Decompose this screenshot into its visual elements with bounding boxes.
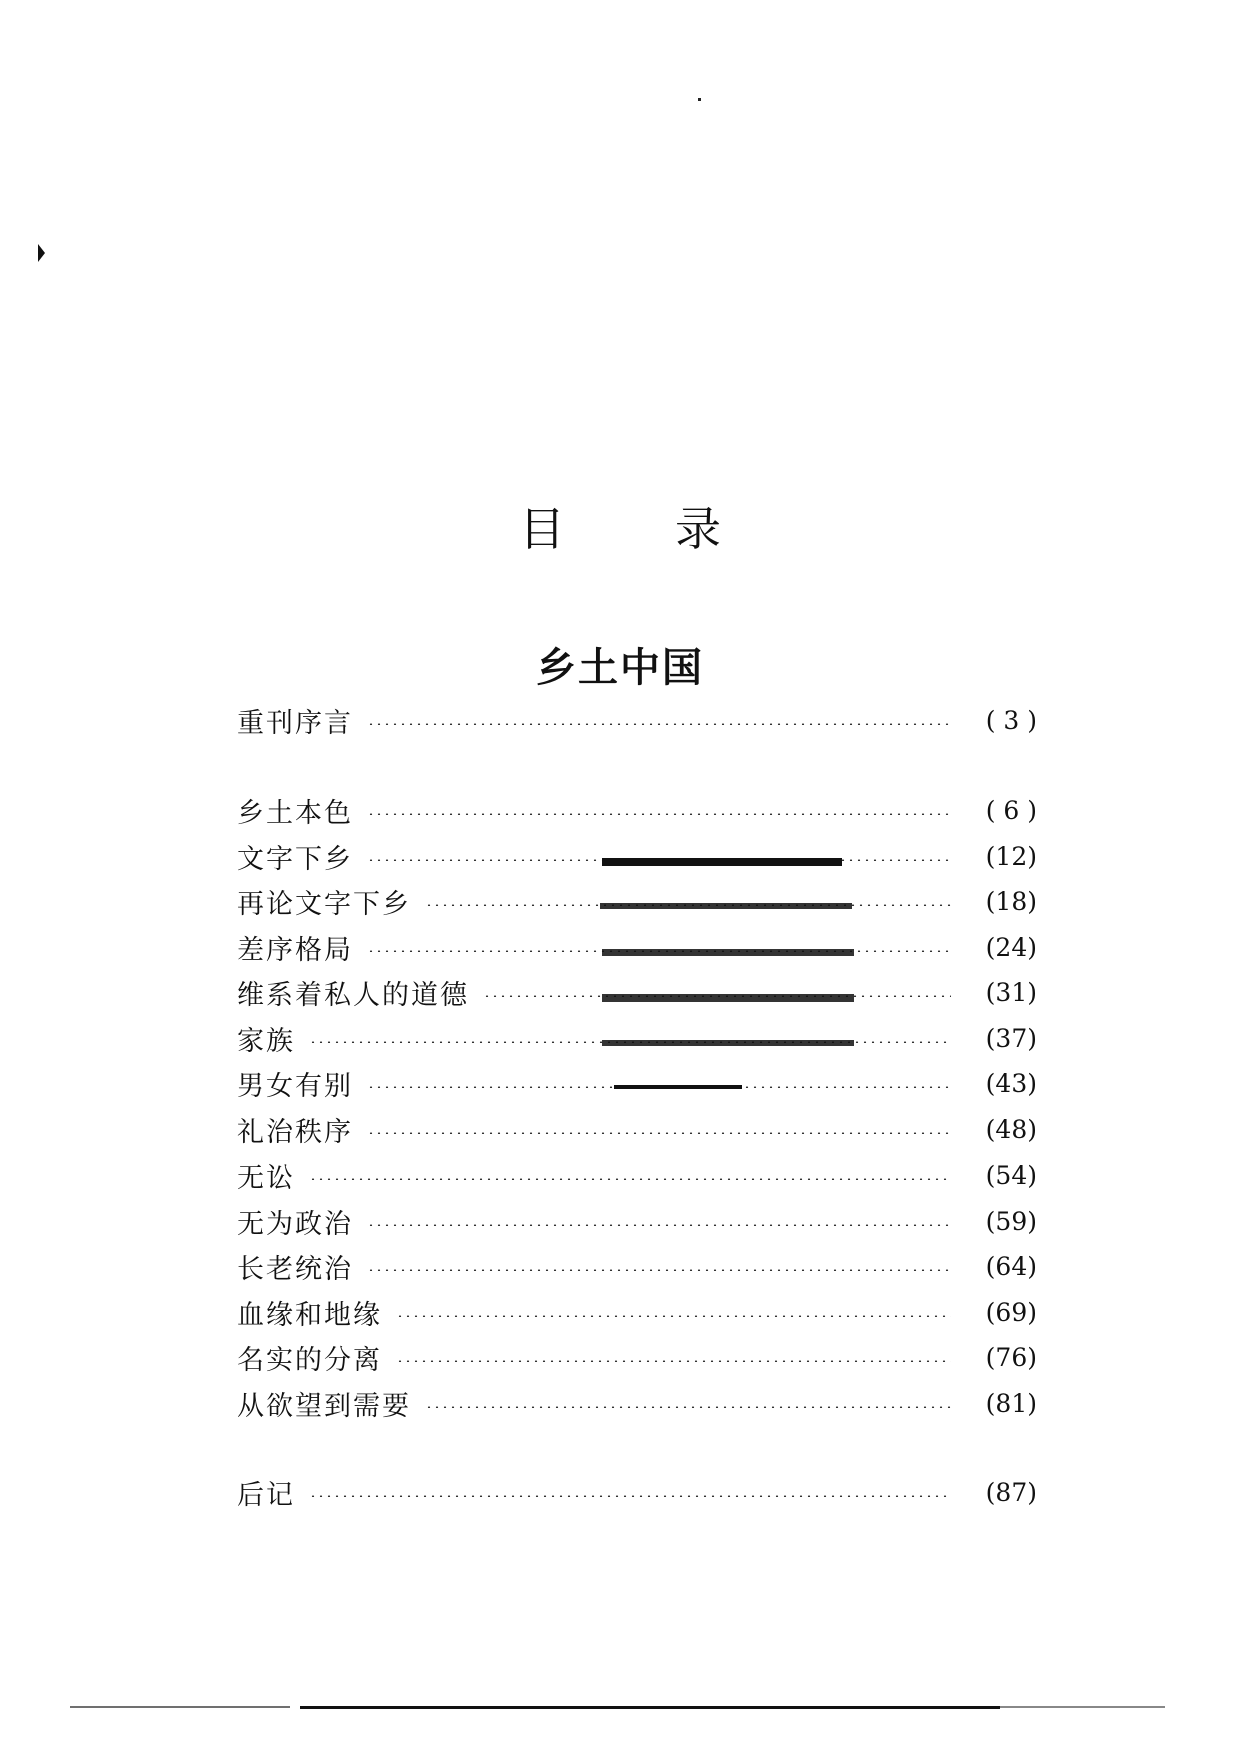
toc-entry[interactable] [237, 1155, 1037, 1195]
toc-entry[interactable] [237, 1109, 1037, 1149]
toc-entry-title: 名实的分离 [237, 1344, 382, 1376]
section-title: 乡土中国 [536, 645, 704, 692]
page-title-part2: 录 [675, 501, 721, 556]
page-title [0, 493, 1240, 559]
toc-leader-dots [367, 1224, 951, 1226]
ink-smear [602, 994, 854, 1002]
ink-smear [600, 903, 852, 909]
toc-entry-title: 家族 [237, 1025, 295, 1057]
toc-entry[interactable] [237, 881, 1037, 921]
toc-entry[interactable] [237, 927, 1037, 967]
ink-smear [602, 949, 854, 956]
toc-entry[interactable] [237, 1018, 1037, 1058]
toc-entry-page: (81) [985, 1388, 1037, 1418]
toc-leader-dots [367, 1269, 951, 1271]
toc-entry-page: ( 6 ) [985, 795, 1037, 825]
toc-entry[interactable] [237, 1337, 1037, 1377]
bottom-scan-line [300, 1706, 1000, 1709]
toc-entry-page: (64) [985, 1251, 1037, 1281]
ink-smear [602, 1040, 854, 1046]
toc-entry[interactable] [237, 1383, 1037, 1423]
toc-entry-page: (12) [985, 841, 1037, 871]
toc-entry[interactable] [237, 1472, 1037, 1512]
toc-entry-title: 重刊序言 [237, 707, 353, 739]
toc-entry-title: 无讼 [237, 1162, 295, 1194]
toc-entry-page: (43) [985, 1068, 1037, 1098]
toc-leader-dots [367, 813, 951, 815]
toc-entry-page: (37) [985, 1023, 1037, 1053]
toc-entry-title: 维系着私人的道德 [237, 979, 469, 1011]
toc-leader-dots [367, 723, 951, 725]
toc-entry-page: (48) [985, 1114, 1037, 1144]
toc-entry-title: 礼治秩序 [237, 1116, 353, 1148]
toc-entry-page: (59) [985, 1206, 1037, 1236]
toc-entry-title: 血缘和地缘 [237, 1299, 382, 1331]
toc-entry-page: (18) [985, 886, 1037, 916]
page-title-part1: 目 [519, 501, 565, 556]
ink-smear [614, 1085, 742, 1089]
ink-smear [602, 858, 842, 866]
toc-entry[interactable] [237, 972, 1037, 1012]
toc-entry-title: 男女有别 [237, 1070, 353, 1102]
toc-entry-page: (54) [985, 1160, 1037, 1190]
toc-leader-dots [309, 1495, 951, 1497]
toc-entry[interactable] [237, 1292, 1037, 1332]
toc-entry-title: 乡土本色 [237, 797, 353, 829]
toc-entry[interactable] [237, 1246, 1037, 1286]
toc-entry-page: (69) [985, 1297, 1037, 1327]
toc-entry-page: (87) [985, 1477, 1037, 1507]
toc-entry-title: 从欲望到需要 [237, 1390, 411, 1422]
toc-entry-page: (24) [985, 932, 1037, 962]
toc-leader-dots [396, 1360, 951, 1362]
toc-entry[interactable] [237, 836, 1037, 876]
toc-entry-title: 再论文字下乡 [237, 888, 411, 920]
toc-leader-dots [309, 1178, 951, 1180]
toc-entry-title: 差序格局 [237, 934, 353, 966]
toc-entry-page: (31) [985, 977, 1037, 1007]
toc-entry-page: ( 3 ) [985, 705, 1037, 735]
toc-entry[interactable] [237, 700, 1037, 740]
scan-speck [698, 98, 701, 101]
toc-leader-dots [367, 1132, 951, 1134]
margin-mark [38, 244, 45, 262]
toc-entry-title: 长老统治 [237, 1253, 353, 1285]
toc-entry[interactable] [237, 1063, 1037, 1103]
toc-entry-title: 后记 [237, 1479, 295, 1511]
toc-entry[interactable] [237, 790, 1037, 830]
bottom-scan-line [70, 1706, 290, 1708]
bottom-scan-line [1000, 1706, 1165, 1708]
toc-entry[interactable] [237, 1201, 1037, 1241]
toc-leader-dots [396, 1315, 951, 1317]
toc-leader-dots [425, 1406, 951, 1408]
toc-entry-title: 无为政治 [237, 1208, 353, 1240]
toc-entry-page: (76) [985, 1342, 1037, 1372]
toc-entry-title: 文字下乡 [237, 843, 353, 875]
